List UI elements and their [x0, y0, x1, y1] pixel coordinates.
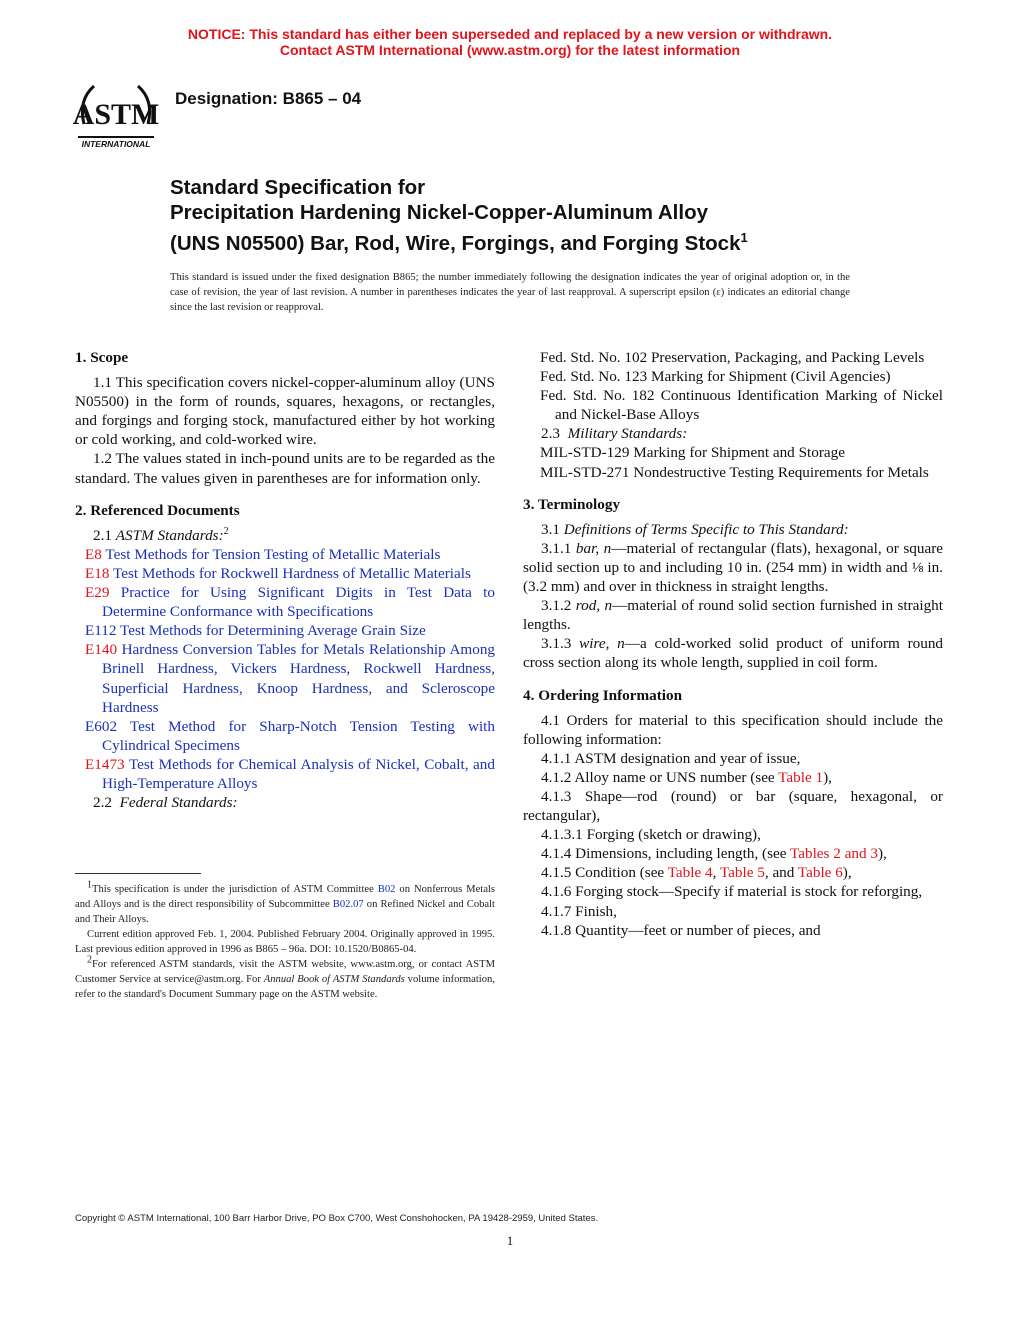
issued-note: This standard is issued under the fixed designation B865; the number immediately following the designation indicates the year of original adoption or, in the case of revision, the year of last revision. A number in parentheses indicates the year of last reapproval. A superscript epsilon (ε) indicates an editorial change since the last revision or reapproval.	[170, 272, 850, 313]
ordering-4-1-5	[523, 863, 943, 882]
federal-standard-item: Fed. Std. No. 123 Marking for Shipment (Civil Agencies)	[540, 368, 891, 386]
section-heading-referenced-documents: 2. Referenced Documents	[75, 501, 240, 519]
subcommittee-b02-07-link[interactable]: B02.07	[332, 899, 364, 910]
title-footnote-mark: 1	[740, 230, 748, 245]
reference-title-link[interactable]: Test Methods for Determining Average Grain Size	[120, 622, 426, 640]
astm-label-num: 2.1	[93, 526, 112, 544]
reference-title-link[interactable]: Test Methods for Rockwell Hardness of Metallic Materials	[113, 564, 471, 582]
reference-item[interactable]	[75, 717, 495, 755]
reference-code-link[interactable]: E1473	[85, 755, 125, 773]
footnote-1-num: 1	[87, 879, 92, 891]
footnote-1-text-c: on Refined Nickel and Cobalt and Their Alloys.	[75, 899, 496, 925]
terminology-3-1-3-text: —a cold-worked solid product of uniform round cross section along its whole length, supplied in coil form.	[523, 635, 944, 672]
military-label-num: 2.3	[541, 425, 560, 443]
reference-item[interactable]	[75, 640, 495, 716]
committee-b02-link[interactable]: B02	[377, 884, 396, 895]
scope-1-1: 1.1 This specification covers nickel-copper-aluminum alloy (UNS N05500) in the form of rounds, squares, hexagons, or rectangles, and forgings and forging stock, manufactured either by hot working or cold working, and cold-worked wire.	[75, 374, 495, 449]
terminology-3-1-1-text: —material of rectangular (flats), hexagonal, or square solid section up to and including 10 in. (254 mm) in width and ⅛ in. (3.2 mm) and over in thickness in straight lengths.	[523, 539, 943, 596]
astm-label-footnote: 2	[223, 525, 229, 537]
reference-title-link[interactable]: Hardness Conversion Tables for Metals Relationship Among Brinell Hardness, Vickers Hardness, Rockwell Hardness, Superficial Hardness, Knoop Hardness, and Scleroscope Hardness	[102, 641, 496, 716]
footnote-2-text-b: volume information, refer to the standard's Document Summary page on the ASTM website.	[75, 974, 495, 1000]
military-standard-item: MIL-STD-271 Nondestructive Testing Requirements for Metals	[540, 463, 929, 481]
reference-title-link[interactable]: Practice for Using Significant Digits in Test Data to Determine Conformance with Specifications	[102, 584, 495, 621]
section-heading-scope: 1. Scope	[75, 349, 129, 366]
federal-label-num: 2.2	[93, 794, 112, 812]
logo-text: INTERNATIONAL	[81, 139, 151, 149]
reference-item[interactable]	[75, 621, 495, 640]
federal-standard-item: Fed. Std. No. 102 Preservation, Packaging, and Packing Levels	[540, 349, 925, 366]
terminology-3-1-3-num: 3.1.3	[541, 635, 572, 653]
tables-2-and-3-link[interactable]: Tables 2 and 3	[790, 845, 878, 863]
ordering-4-1-2-text: 4.1.2 Alloy name or UNS number (see	[541, 768, 779, 786]
term-bar: bar, n	[575, 539, 612, 557]
section-heading-terminology: 3. Terminology	[523, 495, 621, 513]
footnote-rule	[75, 873, 201, 874]
section-heading-ordering-information: 4. Ordering Information	[523, 686, 683, 704]
terminology-3-1-2	[523, 596, 943, 634]
ordering-4-1-1: 4.1.1 ASTM designation and year of issue,	[541, 749, 801, 767]
ordering-4-1-2	[523, 768, 943, 787]
terminology-3-1-1-num: 3.1.1	[541, 539, 572, 557]
title-line-3	[170, 225, 950, 256]
left-column	[75, 348, 495, 812]
reference-code-link[interactable]: E29	[85, 584, 110, 602]
federal-standards-label	[75, 793, 495, 812]
federal-standard-item: Fed. Std. No. 182 Continuous Identification Marking of Nickel and Nickel-Base Alloys	[540, 387, 943, 424]
footnote-2-num: 2	[87, 954, 92, 966]
logo-mark: ASTM	[72, 98, 160, 131]
footnote-1-text-a: This specification is under the jurisdiction of ASTM Committee	[92, 884, 378, 895]
designation: Designation: B865 – 04	[175, 89, 362, 108]
footnote-2-text-a: For referenced ASTM standards, visit the ASTM website, www.astm.org, or contact ASTM Customer Service at service@astm.org. For	[75, 959, 495, 985]
terminology-3-1-1	[523, 539, 943, 596]
terminology-3-1-num: 3.1	[541, 520, 560, 538]
page-number: 1	[506, 1233, 514, 1248]
astm-standards-label	[75, 526, 495, 545]
document-title	[170, 175, 950, 256]
astm-logo	[70, 74, 162, 150]
ordering-4-1-5-text: 4.1.5 Condition (see	[541, 864, 668, 882]
reference-item[interactable]	[75, 545, 495, 564]
terminology-3-1-2-text: —material of round solid section furnished in straight lengths.	[523, 597, 943, 634]
footnotes	[75, 879, 496, 1002]
title-line-1: Standard Specification for	[170, 176, 426, 199]
ordering-4-1-5-end: ),	[842, 864, 852, 882]
footnote-2	[75, 954, 495, 1002]
footnote-2-italic: Annual Book of ASTM Standards	[263, 974, 405, 985]
reference-title-link[interactable]: Test Method for Sharp-Notch Tension Testing with Cylindrical Specimens	[102, 717, 495, 754]
reference-title-link[interactable]: Test Methods for Chemical Analysis of Nickel, Cobalt, and High-Temperature Alloys	[102, 755, 495, 792]
reference-code-link[interactable]: E602	[85, 717, 118, 735]
terminology-3-1	[523, 520, 943, 539]
table-6-link[interactable]: Table 6	[797, 864, 843, 882]
ordering-4-1-5-sep-1: ,	[712, 864, 720, 882]
ordering-4-1-5-sep-2: , and	[764, 864, 798, 882]
ordering-4-1: 4.1 Orders for material to this specification should include the following information:	[523, 711, 943, 748]
notice-line-1: NOTICE: This standard has either been superseded and replaced by a new version or withdrawn.	[187, 26, 833, 42]
withdrawal-notice	[0, 26, 1020, 58]
astm-reference-list	[75, 545, 495, 793]
reference-item[interactable]	[75, 755, 495, 793]
military-standards-label	[523, 424, 943, 443]
military-label: Military Standards:	[567, 425, 688, 443]
reference-code-link[interactable]: E18	[85, 564, 110, 582]
title-line-2: Precipitation Hardening Nickel-Copper-Aluminum Alloy	[170, 201, 708, 224]
footnote-1-edition: Current edition approved Feb. 1, 2004. Published February 2004. Originally approved in 1995. Last previous edition approved in 1996 as B865 – 96a. DOI: 10.1520/B0865-04.	[75, 929, 495, 955]
ordering-4-1-3: 4.1.3 Shape—rod (round) or bar (square, hexagonal, or rectangular),	[523, 787, 943, 825]
ordering-4-1-4-text: 4.1.4 Dimensions, including length, (see	[541, 845, 791, 863]
footnote-1	[75, 879, 496, 927]
table-5-link[interactable]: Table 5	[719, 864, 765, 882]
scope-1-2: 1.2 The values stated in inch-pound units are to be regarded as the standard. The values given in parentheses are for information only.	[75, 450, 495, 487]
military-standard-item: MIL-STD-129 Marking for Shipment and Storage	[540, 444, 845, 462]
ordering-4-1-4-end: ),	[877, 845, 887, 863]
ordering-4-1-8: 4.1.8 Quantity—feet or number of pieces, and	[541, 921, 821, 939]
reference-title-link[interactable]: Test Methods for Tension Testing of Metallic Materials	[105, 545, 441, 563]
terminology-3-1-2-num: 3.1.2	[541, 597, 572, 615]
terminology-3-1-text: Definitions of Terms Specific to This Standard:	[563, 520, 849, 538]
footnote-1-text-b: on Nonferrous Metals and Alloys and is the direct responsibility of Subcommittee	[75, 884, 495, 910]
federal-standards-list	[523, 348, 943, 424]
notice-line-2: Contact ASTM International (www.astm.org) for the latest information	[279, 42, 741, 58]
reference-item[interactable]	[75, 583, 495, 621]
ordering-4-1-7: 4.1.7 Finish,	[541, 902, 617, 920]
table-4-link[interactable]: Table 4	[667, 864, 713, 882]
ordering-4-1-2-end: ),	[823, 768, 832, 786]
ordering-4-1-3-1: 4.1.3.1 Forging (sketch or drawing),	[541, 826, 761, 844]
terminology-3-1-3	[523, 634, 943, 672]
term-rod: rod, n	[575, 597, 613, 615]
federal-label: Federal Standards:	[119, 794, 238, 812]
astm-label: ASTM Standards:	[115, 526, 224, 544]
table-1-link[interactable]: Table 1	[778, 768, 824, 786]
copyright: Copyright © ASTM International, 100 Barr Harbor Drive, PO Box C700, West Conshohocken, PA 19428-2959, United States.	[75, 1213, 599, 1224]
title-line-3-text: (UNS N05500) Bar, Rod, Wire, Forgings, and Forging Stock	[170, 231, 741, 255]
ordering-4-1-4	[523, 844, 943, 863]
reference-code-link[interactable]: E140	[85, 641, 118, 659]
right-column	[523, 348, 943, 940]
reference-item[interactable]	[75, 564, 495, 583]
term-wire: wire, n	[579, 635, 625, 653]
reference-code-link[interactable]: E8	[85, 545, 102, 563]
ordering-4-1-6: 4.1.6 Forging stock—Specify if material is stock for reforging,	[541, 883, 923, 901]
reference-code-link[interactable]: E112	[85, 622, 117, 640]
military-standards-list	[523, 443, 943, 481]
